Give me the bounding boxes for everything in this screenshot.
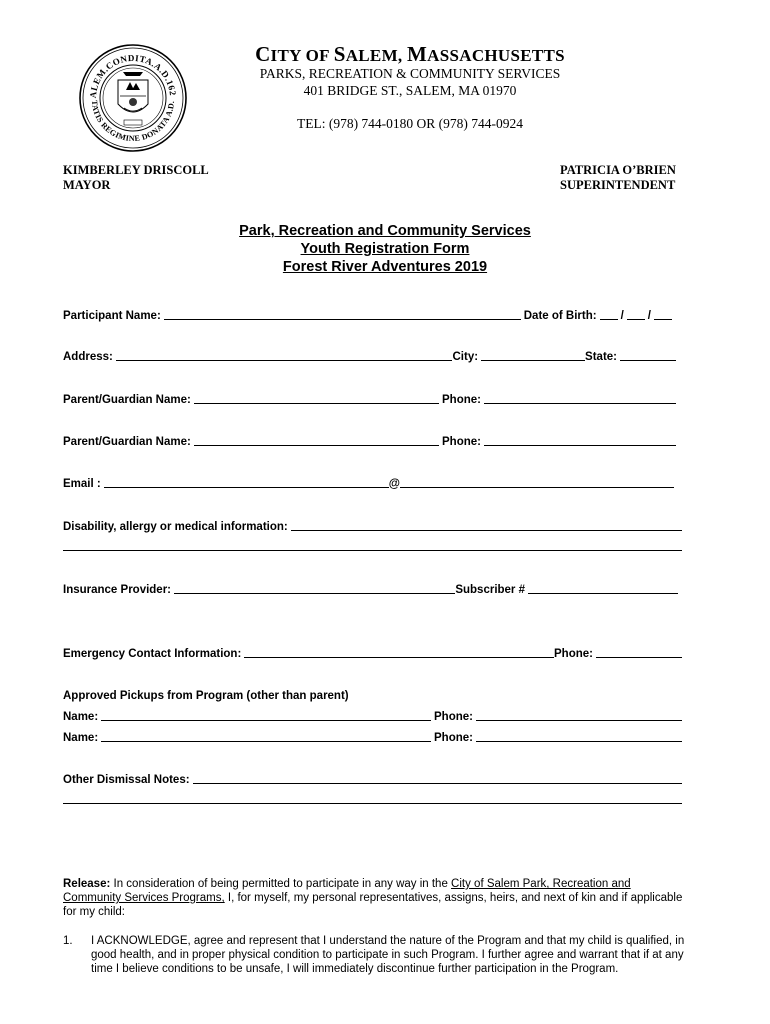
guardian-phone-field[interactable] [484,433,676,446]
participant-row: Participant Name: Date of Birth: / / [63,306,682,322]
participant-name-field[interactable] [164,307,521,320]
dismissal-field[interactable] [193,771,682,784]
disability-field-continued[interactable] [63,550,682,551]
insurance-row [63,580,682,596]
phone-label: Phone: [442,436,481,448]
disability-row [63,517,682,533]
emergency-field[interactable] [244,645,554,658]
item-text: I ACKNOWLEDGE, agree and represent that I understand the nature of the Program and that my child is qualified, in good health, and in proper physical condition to participate in such Program. I further agree and warrant that if at any time I believe conditions to be unsafe, I will immediately discontinue further participation in the Program. [91,935,685,975]
superintendent-name: PATRICIA O’BRIEN [560,163,676,177]
dob-year-field[interactable] [654,307,672,320]
guardian-phone-field[interactable] [484,391,676,404]
superintendent-title: SUPERINTENDENT [560,178,676,192]
pickup-phone-field[interactable] [476,708,682,721]
pickups-heading: Approved Pickups from Program (other than parent) [63,690,349,702]
dismissal-field-continued[interactable] [63,803,682,804]
release-text-after: I, for myself, my personal representatives, assigns, heirs, and next of kin and if applicable for my child: [63,892,683,918]
pickup-phone-field[interactable] [476,729,682,742]
dob-day-field[interactable] [627,307,645,320]
disability-field[interactable] [291,518,682,531]
email-domain-field[interactable] [400,475,674,488]
insurance-label: Insurance Provider: [63,584,172,596]
name-label: Name: [63,711,99,723]
guardian-name-field[interactable] [194,391,439,404]
subscriber-label: Subscriber # [455,584,525,596]
name-label: Name: [63,732,99,744]
acknowledge-item [63,934,685,976]
email-at-sign: @ [388,478,400,490]
state-field[interactable] [620,348,676,361]
disability-label: Disability, allergy or medical information: [63,521,288,533]
email-user-field[interactable] [104,475,389,488]
svg-text:CIVITATIS REGIMINE DONATA A.D.: TATIS REGIMINE DONATA A.D. [89,99,177,144]
form-heading-line2: Youth Registration Form [300,241,470,257]
city-title: CITY OF SALEM, MASSACHUSETTS [255,42,565,66]
participant-name-label: Participant Name: [63,310,161,322]
pickup-name-field[interactable] [101,708,431,721]
guardian-row-2 [63,432,682,448]
release-text-before: In consideration of being permitted to participate in any way in the [110,878,452,890]
emergency-phone-field[interactable] [596,645,682,658]
release-paragraph [63,877,685,919]
phone-label: Phone: [554,648,593,660]
phone-label: Phone: [442,394,481,406]
pickup-row-2 [63,728,682,744]
svg-text:SALEM.CONDITA.A.D.1626.: ALEM.CONDITA.A.D.162 [87,52,178,99]
address-row [63,347,682,363]
item-number: 1. [63,935,73,947]
city-field[interactable] [481,348,585,361]
dob-month-field[interactable] [600,307,618,320]
phone-label: Phone: [434,732,473,744]
superintendent-block [560,163,676,193]
mayor-block [63,163,209,193]
email-row [63,474,682,490]
phone-label: Phone: [434,711,473,723]
emergency-label: Emergency Contact Information: [63,648,242,660]
date-of-birth-label: Date of Birth: [523,310,597,322]
subscriber-field[interactable] [528,581,678,594]
release-program-name: City of Salem Park, Recreation and Community Services Programs, [63,878,631,904]
guardian-name-field[interactable] [194,433,439,446]
pickup-row-1 [63,707,682,723]
mayor-name: KIMBERLEY DRISCOLL [63,163,209,177]
mayor-title: MAYOR [63,178,111,192]
city-seal [78,42,188,154]
department-name: PARKS, RECREATION & COMMUNITY SERVICES [259,66,561,81]
release-label: Release: [63,878,111,890]
insurance-field[interactable] [174,581,455,594]
pickup-name-field[interactable] [101,729,431,742]
emergency-row [63,644,682,660]
guardian-name-label: Parent/Guardian Name: [63,394,191,406]
guardian-name-label: Parent/Guardian Name: [63,436,191,448]
state-label: State: [585,351,617,363]
guardian-row-1 [63,390,682,406]
address-label: Address: [63,351,113,363]
department-address: 401 BRIDGE ST., SALEM, MA 01970 [303,83,517,98]
dismissal-row [63,770,682,786]
email-label: Email : [63,478,101,490]
department-phone: TEL: (978) 744-0180 OR (978) 744-0924 [296,116,524,131]
seal-emblem-icon [78,42,188,154]
form-heading-line3: Forest River Adventures 2019 [282,259,488,275]
dismissal-label: Other Dismissal Notes: [63,774,190,786]
address-field[interactable] [116,348,453,361]
form-heading-line1: Park, Recreation and Community Services [239,223,531,239]
city-label: City: [452,351,479,363]
